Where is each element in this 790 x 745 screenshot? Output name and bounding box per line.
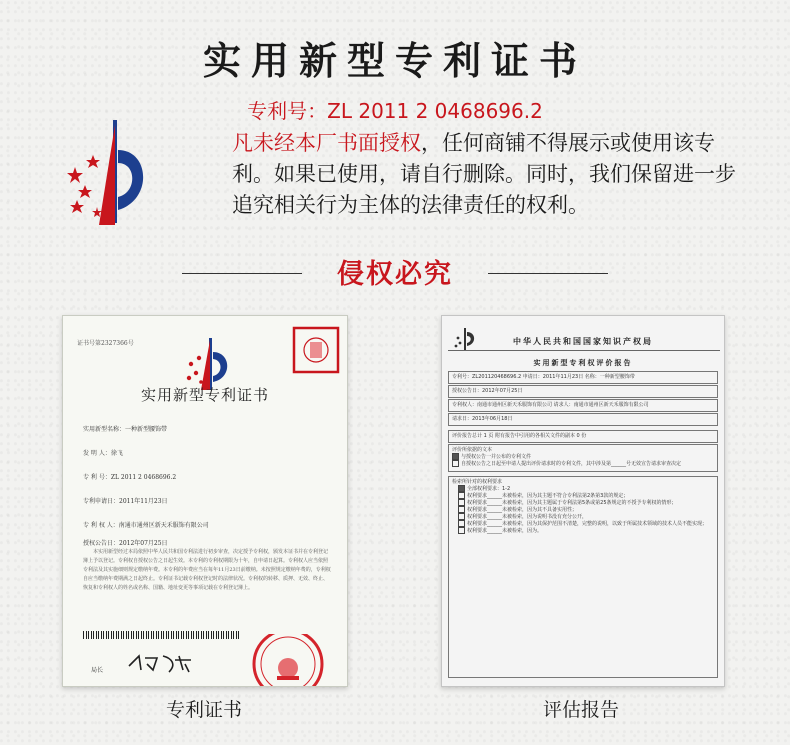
report-row-4: 请求日：2013年06月18日 bbox=[448, 413, 718, 426]
claims-row-text: 权利要求______未被检索，因为其不具备实用性； bbox=[467, 507, 578, 513]
claims-row-text: 权利要求______未被检索，因为其主题属于专利法第5条或第25条规定的不授予专利权的情形； bbox=[467, 500, 677, 506]
authorization-notice bbox=[232, 128, 752, 221]
patent-number: 专利号：ZL 2011 2 0468696.2 bbox=[247, 99, 543, 123]
claims-row-text: 权利要求______未被检索，因为其保护范围不清楚，完整的说明，以致于所属技术领域的技术人员不能实现； bbox=[467, 521, 708, 527]
inventor-field: 发 明 人：徐飞 bbox=[83, 450, 123, 457]
barcode bbox=[83, 631, 241, 639]
official-seal-bottom bbox=[233, 634, 343, 687]
basis-item-1 bbox=[452, 453, 714, 460]
claims-row-text: 权利要求______未被检索，因为说明书没有充分公开， bbox=[467, 514, 588, 520]
filing-date-field: 专利申请日：2011年11月23日 bbox=[83, 498, 168, 505]
checkbox bbox=[458, 492, 465, 499]
checkbox bbox=[458, 499, 465, 506]
report-title: 实用新型专利权评价报告 bbox=[533, 359, 633, 367]
page-title: 实用新型专利证书 bbox=[202, 39, 587, 83]
report-header: 中华人民共和国国家知识产权局 bbox=[513, 337, 653, 346]
checkbox bbox=[452, 460, 459, 467]
checkbox bbox=[458, 506, 465, 513]
basis-item-2 bbox=[452, 460, 714, 467]
claims-row-text: 权利要求______未被检索，因为。 bbox=[467, 528, 543, 534]
report-row-5: 评价报告总计 1 页 附有报告中引用的各相关文件的副本 0 份 bbox=[448, 430, 718, 443]
caption-report: 评估报告 bbox=[542, 699, 619, 721]
report-row-1: 专利号：ZL201120468696.2 申请日：2011年11月23日 名称：一种新型腰饰带 bbox=[448, 371, 718, 384]
certificate-number: 证书号第2327366号 bbox=[77, 340, 134, 347]
director-signature bbox=[125, 652, 195, 674]
patent-office-logo bbox=[55, 115, 155, 230]
checkbox bbox=[458, 527, 465, 534]
patent-no-field: 专 利 号：ZL 2011 2 0468696.2 bbox=[83, 474, 177, 481]
claims-row-text: 权利要求______未被检索，因为其主题不符合专利法第2条第3款的规定； bbox=[467, 493, 629, 499]
section-title: 侵权必究 bbox=[337, 259, 453, 290]
notice-text: ，任何商铺不得展示或使用该专利。如果已使用，请自行删除。同时，我们保留进一步追究相关行为主体的法律责任的权利。 bbox=[232, 131, 736, 217]
report-claims-box bbox=[448, 476, 718, 678]
checkbox bbox=[458, 520, 465, 527]
checkbox-checked bbox=[452, 453, 459, 460]
report-row-2: 授权公告日：2012年07月25日 bbox=[448, 385, 718, 398]
basis-title: 评价所依据的文本 bbox=[452, 447, 493, 453]
utility-name-field: 实用新型名称：一种新型腰饰带 bbox=[83, 426, 168, 433]
notice-highlight: 凡未经本厂书面授权 bbox=[232, 131, 421, 155]
checkbox-checked bbox=[458, 485, 465, 492]
evaluation-report-image bbox=[441, 315, 725, 687]
grant-date-field: 授权公告日：2012年07月25日 bbox=[83, 540, 168, 547]
report-row-3: 专利权人：南通市通州区新天禾服饰有限公司 请求人：南通市通州区新天禾服饰有限公司 bbox=[448, 399, 718, 412]
official-seal-top bbox=[288, 322, 344, 378]
claims-all-text: 全部权利要求：1-2 bbox=[467, 486, 511, 492]
director-label: 局长 bbox=[91, 667, 104, 674]
claims-row bbox=[458, 506, 714, 513]
report-rule bbox=[448, 350, 720, 351]
checkbox bbox=[458, 513, 465, 520]
claims-row bbox=[458, 513, 714, 520]
claims-row bbox=[458, 492, 714, 499]
report-basis-box bbox=[448, 444, 718, 472]
certificate-title: 实用新型专利证书 bbox=[140, 386, 269, 404]
claims-row bbox=[458, 499, 714, 506]
basis-item-2-text: 自授权公告之日起至申请人提出评价请求时的专利文件，其中涉及第______号无效宣告请求审查决定 bbox=[461, 461, 682, 467]
basis-item-1-text: 与授权公告一并公布的专利文件 bbox=[461, 454, 532, 460]
divider-right bbox=[488, 273, 608, 274]
claims-row bbox=[458, 520, 714, 527]
patentee-field: 专 利 权 人：南通市通州区新天禾服饰有限公司 bbox=[83, 522, 209, 529]
patent-certificate-image bbox=[62, 315, 348, 687]
caption-certificate: 专利证书 bbox=[165, 699, 242, 721]
claims-row bbox=[458, 527, 714, 534]
claims-all bbox=[458, 485, 714, 492]
claims-title: 检索所针对的权利要求 bbox=[452, 479, 503, 485]
certificate-body-text: 本实用新型经过本局依照中华人民共和国专利法进行初步审查，决定授予专利权，颁发本证书并在专利登记簿上予以登记。专利权自授权公告之日起生效。本专利的专利权期限为十年，自申请日起算。专利权人应当依照专利法及其实施细则规定缴纳年费。本专利的年费应当在每年11月23日前缴纳。未按照规定缴纳年费的，专利权自应当缴纳年费期满之日起终止。专利证书记载专利权登记时的法律状况。专利权的转移、质押、无效、终止、恢复和专利权人的姓名或名称、国籍、地址变更等事项记载在专利登记簿上。 bbox=[83, 549, 331, 591]
